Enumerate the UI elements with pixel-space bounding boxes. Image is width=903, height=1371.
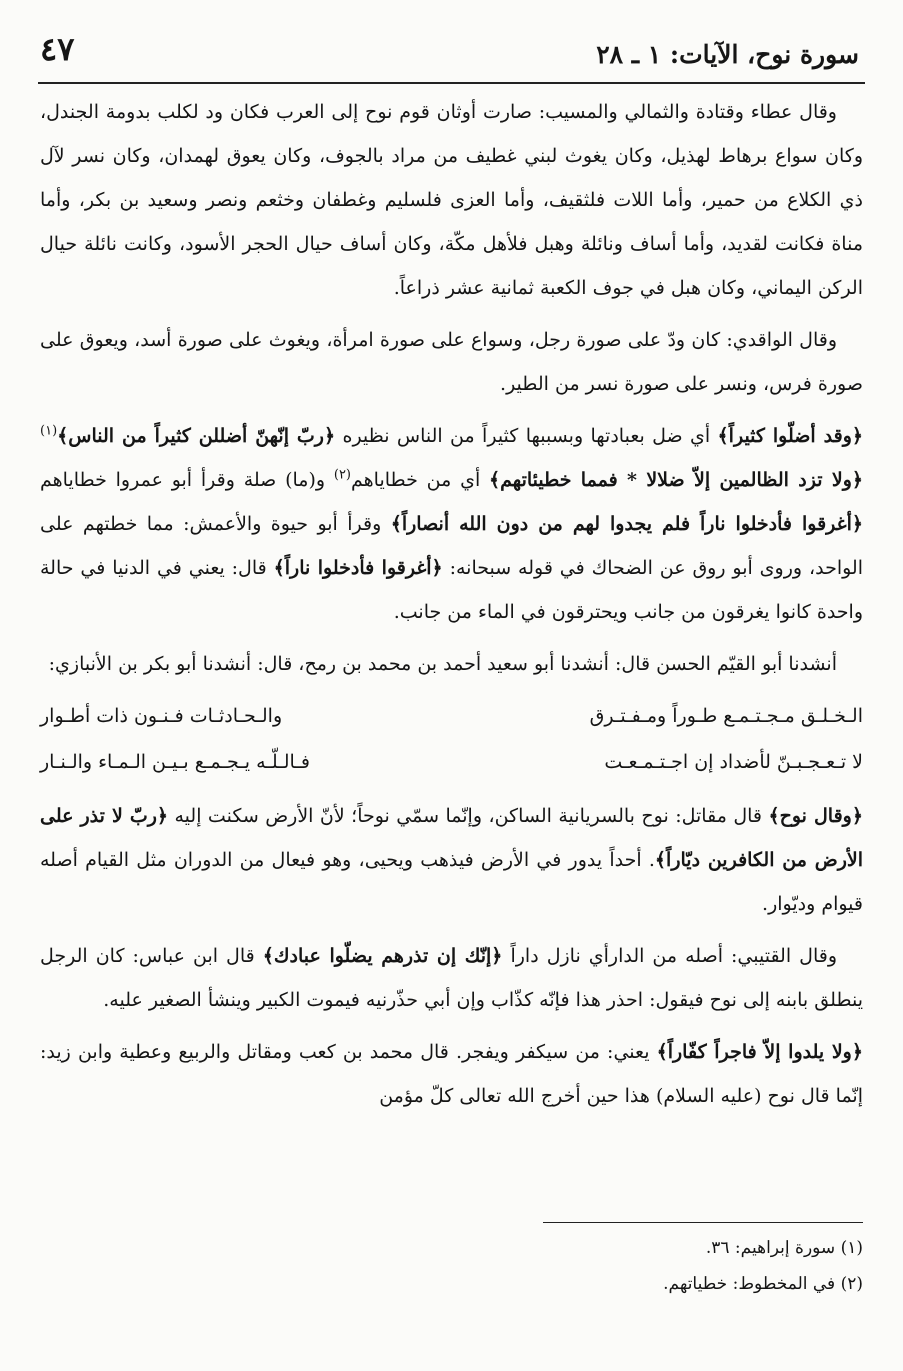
quran-quote: ﴿أغرقوا فأدخلوا ناراً﴾ [273,557,443,579]
footnotes [40,1222,863,1307]
commentary-text: أي ضل بعبادتها وبسببها كثيراً من الناس نظيره [335,425,718,447]
poem-verse [40,740,863,786]
paragraph-wa-qad-adallu [40,414,863,634]
quran-quote: ﴿إنّك إن تذرهم يضلّوا عبادك﴾ [262,945,503,967]
footnote-2: (٢) في المخطوط: خطياتهم. [663,1274,863,1294]
commentary-text: و(ما) صلة وقرأ أبو عمروا خطاياهم [40,469,334,491]
paragraph-wa-qala-nuh [40,794,863,926]
paragraph-qutaybi [40,934,863,1022]
paragraph-waqidi: وقال الواقدي: كان ودّ على صورة رجل، وسواع على صورة امرأة، ويغوث على صورة أسد، ويعوق على صورة فرس، ونسر على صورة نسر من الطير. [40,329,863,395]
quran-quote: ﴿ربّ لا تذر على الأرض من الكافرين ديّاراً﴾ [40,805,863,871]
verse-first-hemistich: الـخـلـق مـجـتـمـع طـوراً ومـفـتـرق [589,705,863,727]
paragraph-wa-la-yalidu [40,1030,863,1118]
footnote-rule [543,1222,863,1223]
footnote-marker-2[interactable]: (٢) [333,467,351,483]
page-header [38,22,865,80]
verse-second-hemistich: والـحـادثـات فـنـون ذات أطـوار [40,705,283,727]
commentary-text: قال ابن عباس: كان الرجل ينطلق بابنه إلى نوح فيقول: احذر هذا فإنّه كذّاب وإن أبي حذّرنيه فيموت الكبير وينشأ الصغير عليه. [40,945,863,1011]
commentary-text: وقرأ أبو حيوة والأعمش: مما خطتهم على الواحد، وروى أبو روق عن الضحاك في قوله سبحانه: [40,513,863,579]
running-title: سورة نوح، الآيات: ١ ـ ٢٨ [596,40,859,69]
commentary-text: يعني: من سيكفر ويفجر. قال محمد بن كعب ومقاتل والربيع وعطية وابن زيد: إنّما قال نوح (عليه السلام) هذا حين أخرج الله تعالى كلّ مؤمن [40,1041,863,1107]
page-body [40,90,863,1126]
poem-verse [40,694,863,740]
poem [40,694,863,786]
quran-quote: ﴿وقد أضلّوا كثيراً﴾ [717,425,863,447]
quran-quote: ﴿أغرقوا فأدخلوا ناراً فلم يجدوا لهم من دون الله أنصاراً﴾ [390,513,863,535]
header-rule [38,82,865,84]
paragraph-ata-qatada: وقال عطاء وقتادة والثمالي والمسيب: صارت أوثان قوم نوح إلى العرب فكان ود لكلب بدومة الجندل، وكان سواع برهاط لهذيل، وكان يغوث لبني غطيف من مراد بالجوف، وكان يعوق لهمدان، وكان نسر لآل ذي الكلاع من حمير، وأما اللات فلثقيف، وأما العزى فلسليم وغطفان وخثعم ونصر وسعيد بن بكر، وأما مناة فكانت لقديد، وأما أساف ونائلة وهبل فلأهل مكّة، وكان أساف حيال الحجر الأسود، وكانت نائلة حيال الركن اليماني، وكان هبل في جوف الكعبة ثمانية عشر ذراعاً. [40,101,863,299]
commentary-text: أي من خطاياهم [351,469,490,491]
quran-quote: ﴿وقال نوح﴾ [768,805,863,827]
quran-quote: ﴿ولا يلدوا إلاّ فاجراً كفّاراً﴾ [656,1041,863,1063]
footnote-1: (١) سورة إبراهيم: ٣٦. [705,1238,863,1258]
commentary-text: وقال القتيبي: أصله من الدارأي نازل داراً [502,945,837,967]
commentary-text: قال مقاتل: نوح بالسريانية الساكن، وإنّما سمّي نوحاً؛ لأنّ الأرض سكنت إليه [168,805,769,827]
footnote-marker-1[interactable]: (١) [40,423,58,439]
verse-second-hemistich: فـالـلّـه يـجـمـع بـيـن الـمـاء والـنـار [40,751,310,773]
quran-quote: ﴿ربّ إنّهنّ أضللن كثيراً من الناس﴾ [57,425,336,447]
quran-quote: ﴿ولا تزد الظالمين إلاّ ضلالا * فمما خطيئاتهم﴾ [489,469,863,491]
commentary-text: قال: يعني في الدنيا في حالة واحدة كانوا يغرقون من جانب ويحترقون في الماء من جانب. [40,557,863,623]
page-number: ٤٧ [40,30,75,68]
commentary-text: . أحداً يدور في الأرض فيذهب ويحيى، وهو فيعال من الدوران مثل القيام أصله قيوام وديّوار. [40,849,863,915]
verse-first-hemistich: لا تـعـجـبـنّ لأضداد إن اجـتـمـعـت [604,751,863,773]
paragraph-poem-intro: أنشدنا أبو القيّم الحسن قال: أنشدنا أبو سعيد أحمد بن محمد بن رمح، قال: أنشدنا أبو بكر بن الأنبازي: [48,653,837,675]
